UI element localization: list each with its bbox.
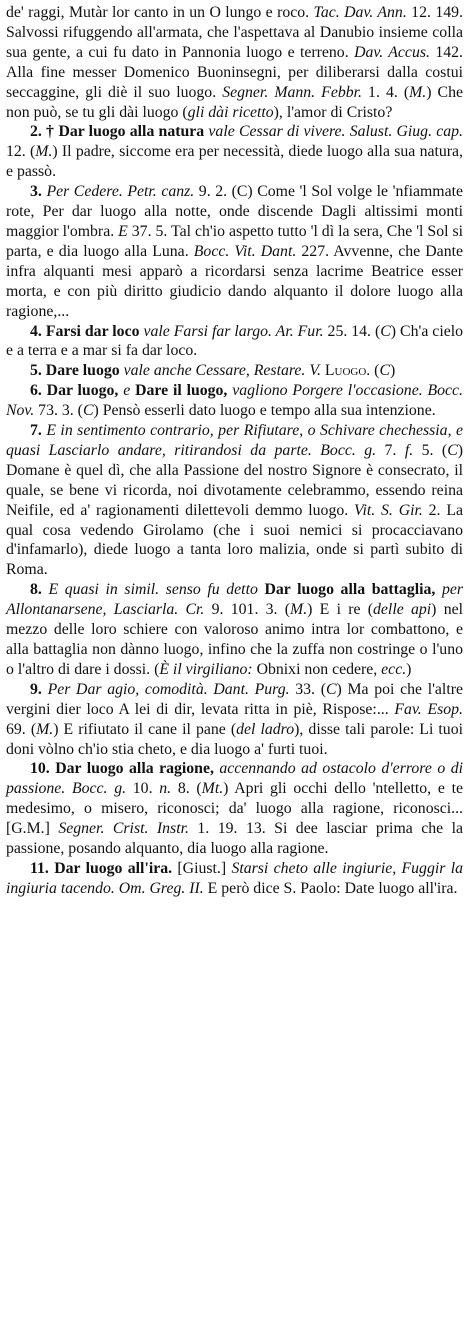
italic-run: gli dài ricetto (187, 103, 274, 121)
italic-run: C (325, 680, 337, 698)
sense-paragraph (6, 381, 463, 421)
sense-paragraph (6, 580, 463, 680)
text-run: Obnixi non cedere, (252, 660, 382, 678)
italic-run: Tac. Dav. Ann. (313, 4, 407, 21)
italic-run: vale anche Cessare, Restare. V. (123, 362, 321, 380)
text-run: 37. 5. Tal ch'io aspetto tutto 'l dì la sera, Che 'l Sol si parta, e dia luogo alla Luna. (6, 222, 464, 260)
italic-run: È il virgiliano: (159, 660, 253, 678)
italic-run: Mt. (201, 780, 224, 798)
italic-run: Segner. Mann. Febbr. (222, 83, 362, 101)
text-run: ) Ch'a cielo e a terra e a mar si fa dar loco. (6, 322, 464, 360)
entry-continuation (6, 3, 463, 122)
italic-run: f. (404, 441, 414, 459)
text-run: Luogo. (324, 362, 371, 380)
sense-paragraph (6, 322, 463, 362)
italic-run: Dav. Accus. (354, 43, 430, 61)
sense-heading: 6. Dar luogo, (30, 382, 119, 400)
italic-run: Per Dar agio, comodità. Dant. Purg. (47, 680, 290, 698)
italic-run: Per Cedere. Petr. canz. (46, 183, 195, 201)
sense-heading: 4. Farsi dar loco (30, 322, 140, 340)
text-run: ) Apri gli occhi dello 'ntelletto, e te medesimo, o misero, riconosci; da' luogo alla ragione, riconosci... [G.M.] (6, 780, 463, 838)
italic-run: M. (290, 601, 308, 619)
text-run: ) Pensò esserli dato luogo e tempo alla sua intenzione. (93, 402, 436, 420)
text-run: 1. 19. 13. Si dee lasciar prima che la passione, posando alquanto, dia luogo alla ragione. (6, 820, 463, 858)
italic-run: Starsi cheto alle ingiurie, Fuggir la ingiuria tacendo. Om. Greg. II. (6, 859, 464, 897)
text-run: 7. (376, 441, 405, 459)
text-run: ( (370, 362, 380, 380)
italic-run: C (447, 441, 458, 459)
italic-run: accennando ad ostacolo d'errore o di passione. Bocc. g. (6, 760, 463, 798)
text-run: 12. ( (6, 143, 36, 161)
text-run: E però dice S. Paolo: Date luogo all'ira. (203, 879, 458, 897)
sense-paragraph (6, 421, 463, 580)
sense-heading: 9. (30, 680, 42, 698)
italic-run: delle api (373, 601, 432, 619)
italic-run: M. (409, 83, 427, 101)
sense-heading: 2. † Dar luogo alla natura (30, 123, 205, 141)
italic-run: Fav. Esop. (394, 700, 464, 718)
text-run: ) Il padre, siccome era per necessità, diede luogo alla sua natura, e passò. (6, 143, 463, 181)
text-run: 8. ( (171, 780, 202, 798)
text-run: 9. 101. 3. ( (204, 601, 291, 619)
italic-run: Segner. Crist. Instr. (58, 820, 189, 838)
italic-run: Vit. S. Gir. (354, 501, 423, 519)
italic-run: per Allontanarsene, Lasciarla. Cr. (6, 581, 464, 619)
text-run: 9. 2. (C) Come 'l Sol volge le 'nfiammate rote, Per dar luogo alla notte, onde discende Dagli altissimi monti maggior l'ombra. (6, 183, 464, 240)
italic-run: C (379, 362, 390, 380)
text-run: ) Che non può, se tu gli dài luogo ( (6, 83, 463, 121)
italic-run: vale Farsi far largo. Ar. Fur. (143, 322, 324, 340)
italic-run: ecc. (381, 660, 407, 678)
sense-paragraph (6, 361, 463, 381)
italic-run: e (123, 382, 131, 400)
sense-heading: 7. (30, 422, 42, 440)
sense-heading: Dare il luogo, (135, 382, 228, 400)
italic-run: vagliono Porgere l'occasione. Bocc. Nov. (6, 382, 464, 420)
sense-heading: 10. Dar luogo alla ragione, (30, 760, 214, 778)
sense-paragraph (6, 680, 463, 760)
text-run: 10. (126, 780, 160, 798)
text-run: 2. La qual cosa vedendo Girolamo (che i suoi nemici si procacciavano d'infamarlo), diede luogo a tanta loro malizia, onde si partì subito di Roma. (6, 501, 463, 579)
text-run: ) Domane è quel dì, che alla Passione del nostro Signore è consecrato, il quale, se bene vi ricorda, noi divotamente celebrammo, essendo reina Neifile, ed a' ragionamenti dilettevoli demmo luogo. (6, 441, 464, 519)
italic-run: C (82, 402, 94, 420)
text-run: 5. ( (413, 441, 448, 459)
sense-paragraph (6, 122, 463, 182)
text-run (435, 581, 442, 598)
italic-run: M. (36, 720, 54, 738)
text-run: 25. 14. ( (323, 322, 381, 340)
text-run: ) (406, 660, 412, 678)
text-run: ) E i re ( (307, 601, 374, 619)
text-run: ), disse tali parole: Li tuoi doni vòlno ch'io stia cheto, e dia luogo a' furti tuoi. (6, 720, 463, 758)
italic-run: E in sentimento contrario, per Rifiutare, o Schivare chechessia, e quasi Lasciarlo andare, ritirandosi da parte. Bocc. g. (6, 422, 464, 459)
italic-run: E (118, 222, 128, 240)
italic-run: del ladro (236, 720, 295, 738)
text-run: 69. ( (6, 720, 37, 738)
sense-paragraph (6, 182, 463, 321)
text-run: ) nel mezzo delle loro schiere con valoroso animo intra lor combattono, e alla battaglia non dànno luogo, infino che la zuffa non costringe o l'uno o l'altro di dare i dossi. ( (6, 601, 463, 678)
text-run: 73. 3. ( (34, 402, 83, 420)
text-run: [Giust.] (172, 859, 232, 877)
sense-heading: 11. Dar luogo all'ira. (30, 859, 173, 877)
italic-run: Bocc. Vit. Dant. (193, 242, 297, 260)
sense-heading: 8. (30, 581, 42, 599)
text-run: ) Ma poi che l'altre vergini dier loco A lei di dir, levata ritta in piè, Rispose:... (6, 680, 463, 718)
italic-run: C (380, 322, 391, 340)
text-run: 1. 4. ( (362, 83, 410, 101)
italic-run: vale Cessar di vivere. Salust. Giug. cap. (208, 123, 464, 141)
sense-heading: 5. Dare luogo (30, 362, 120, 380)
italic-run: n. (159, 780, 172, 798)
italic-run: M. (35, 143, 53, 161)
text-run: 227. Avvenne, che Dante infra alquanti mesi apparò a ricordarsi senza lacrime Beatrice esser morta, e con più diritto giudicio dando alquanto il dolore luogo alla ragione,... (6, 242, 463, 320)
text-run: 33. ( (289, 680, 326, 698)
text-run: de' raggi, Mutàr lor canto in un O lungo e roco. (6, 4, 314, 21)
sense-heading: 3. (30, 183, 42, 201)
text-run: 142. Alla fine messer Domenico Buoninsegni, per diliberarsi dalla costui seccaggine, gli diè il suo luogo. (6, 43, 463, 101)
italic-run: E quasi in simil. senso fu detto (48, 581, 258, 599)
text-run: ) E rifiutato il cane il pane ( (53, 720, 237, 738)
text-run: 12. 149. Salvossi rifuggendo all'armata, che l'aspettava al Danubio insieme colla sua gente, a cui fu dato in Pannonia luogo e terreno. (6, 4, 463, 61)
text-run: ), l'amor di Cristo? (273, 103, 393, 121)
sense-heading: Dar luogo alla battaglia, (264, 581, 436, 599)
text-run: ) (390, 362, 396, 380)
sense-paragraph (6, 859, 463, 899)
sense-paragraph (6, 759, 463, 859)
